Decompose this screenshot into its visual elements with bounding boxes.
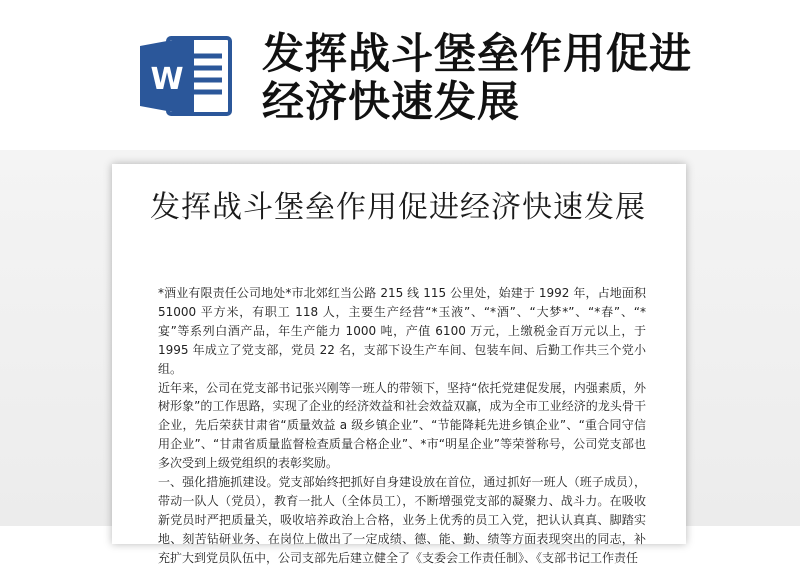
document-body <box>158 284 646 568</box>
document-title: 发挥战斗堡垒作用促进经济快速发展 <box>150 190 646 225</box>
word-document-icon <box>138 34 234 118</box>
paragraph: 一、强化措施抓建设。党支部始终把抓好自身建设放在首位，通过抓好一班人（班子成员），带动一队人（党员），教育一批人（全体员工），不断增强党支部的凝聚力、战斗力。在吸收新党员时严把质量关，吸收培养政治上合格，业务上优秀的员工入党，把认认真真、脚踏实地、刻苦钻研业务、在岗位上做出了一定成绩、德、能、勤、绩等方面表现突出的同志，补充扩大到党员队伍中，公司支部先后建立健全了《支委会工作责任制》、《支部书记工作责任 <box>158 475 646 565</box>
paragraph: *酒业有限责任公司地处*市北郊红当公路 215 线 115 公里处，始建于 1992 年，占地面积51000 平方米，有职工 118 人，主要生产经营“*玉液”、“*酒”、“大梦*”、“*春”、“*宴”等系列白酒产品，年生产能力 1000 吨，产值 6100 万元，上缴税金百万元以上，于 1995 年成立了党支部，党员 22 名，支部下设生产车间、包装车间、后勤工作共三个党小组。 <box>158 286 646 376</box>
paragraph: 近年来，公司在党支部书记张兴刚等一班人的带领下，坚持“依托党建促发展，内强素质，外树形象”的工作思路，实现了企业的经济效益和社会效益双赢，成为全市工业经济的龙头骨干企业，先后荣获甘肃省“质量效益 a 级乡镇企业”、“节能降耗先进乡镇企业”、“重合同守信用企业”、“甘肃省质量监督检查质量合格企业”、*市“明星企业”等荣誉称号，公司党支部也多次受到上级党组织的表彰奖励。 <box>158 380 646 471</box>
banner <box>0 0 800 150</box>
banner-title: 发挥战斗堡垒作用促进经济快速发展 <box>262 29 693 126</box>
word-icon-letter: W <box>150 62 184 97</box>
document-page <box>112 164 686 565</box>
